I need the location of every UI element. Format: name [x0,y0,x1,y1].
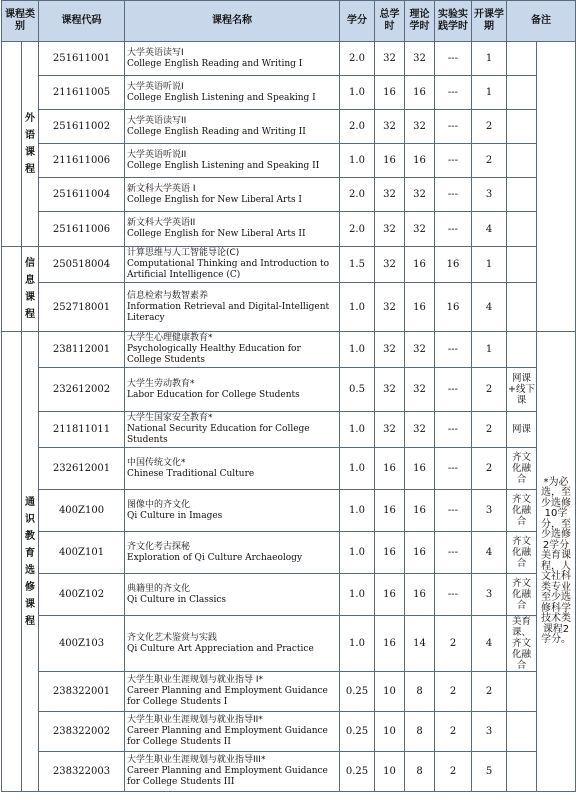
course-name-en: College English Reading and Writing II [127,126,306,137]
credit: 1.0 [340,532,375,574]
category-spacer [2,247,22,332]
category-text: 外语课程 [25,113,35,175]
course-name [125,616,340,672]
practice-hours: --- [435,332,472,368]
course-name-en: College English for New Liberal Arts II [127,229,306,239]
course-name-en: Computational Thinking and Introduction to Artificial Intelligence (C) [127,259,330,280]
table-row [2,110,576,144]
course-name-zh: 大学英语听说II [127,149,187,160]
practice-hours: --- [435,532,472,574]
course-name-zh: 新文科大学英语II [127,218,196,228]
practice-hours: --- [435,490,472,532]
course-name [125,752,340,792]
course-name [125,247,340,283]
credit: 1.0 [340,616,375,672]
course-code: 400Z103 [39,616,125,672]
theory-hours: 32 [405,178,435,212]
course-name [125,448,340,490]
remark [507,144,537,178]
course-name [125,532,340,574]
course-name-en: Labor Education for College Students [127,389,300,400]
course-table [1,0,576,792]
table-row [2,616,576,672]
theory-hours: 32 [405,212,435,247]
course-code: 211611005 [39,76,125,110]
course-code: 211811011 [39,412,125,448]
course-name-zh: 典籍里的齐文化 [127,583,191,594]
credit: 1.5 [340,247,375,283]
header-code: 课程代码 [39,1,125,42]
credit: 2.0 [340,110,375,144]
course-code: 232612002 [39,368,125,412]
total-hours: 32 [375,368,405,412]
course-name [125,110,340,144]
course-name-en: Qi Culture Art Appreciation and Practice [127,643,314,654]
table-row [2,283,576,332]
table-row [2,532,576,574]
semester: 2 [472,672,507,712]
remark: 齐文化融合 [507,532,537,574]
course-name-zh: 大学英语读写II [127,115,187,126]
category-text: 通识教育选修课程 [25,496,35,627]
table-row [2,412,576,448]
remark: 齐文化融合 [507,574,537,616]
course-name-zh: 大学生职业生涯规划与就业指导III* [127,755,266,765]
theory-hours: 14 [405,616,435,672]
credit: 1.0 [340,76,375,110]
remark: 网课 [507,412,537,448]
practice-hours: --- [435,144,472,178]
theory-hours: 16 [405,574,435,616]
course-name [125,672,340,712]
practice-hours: --- [435,368,472,412]
semester: 1 [472,247,507,283]
course-name [125,283,340,332]
semester: 2 [472,448,507,490]
theory-hours: 16 [405,532,435,574]
category-label [22,42,39,247]
practice-hours: 2 [435,672,472,712]
theory-hours: 16 [405,490,435,532]
remark: 网课+线下课 [507,368,537,412]
remark [507,110,537,144]
course-code: 251611001 [39,42,125,76]
header-semester: 开课学期 [472,1,507,42]
total-hours: 16 [375,76,405,110]
semester: 2 [472,144,507,178]
semester: 3 [472,712,507,752]
course-name-zh: 大学生心理健康教育* [127,333,213,343]
category-spacer [2,42,22,247]
credit: 1.0 [340,283,375,332]
course-name-zh: 大学生国家安全教育* [127,413,213,423]
table-row [2,368,576,412]
theory-hours: 16 [405,448,435,490]
course-code: 238322002 [39,712,125,752]
remark [507,178,537,212]
theory-hours: 32 [405,42,435,76]
header-total-hours: 总学时 [375,1,405,42]
table-row [2,178,576,212]
course-name-zh: 齐文化考古探秘 [127,541,191,552]
practice-hours: --- [435,76,472,110]
course-name-en: Career Planning and Employment Guidance for College Students III [127,766,328,787]
course-name-en: Exploration of Qi Culture Archaeology [127,552,303,563]
table-row [2,448,576,490]
course-name [125,574,340,616]
credit: 0.25 [340,712,375,752]
credit: 1.0 [340,412,375,448]
course-name-en: College English Listening and Speaking I [127,92,316,103]
course-name-zh: 大学英语读写I [127,47,184,58]
credit: 1.0 [340,574,375,616]
total-hours: 10 [375,712,405,752]
course-name-en: Chinese Traditional Culture [127,468,255,479]
remark [507,212,537,247]
remark [507,332,537,368]
credit: 1.0 [340,144,375,178]
course-name-zh: 大学生职业生涯规划与就业指导II* [127,715,263,725]
practice-hours: 2 [435,712,472,752]
header-remarks: 备注 [507,1,576,42]
course-name-zh: 中国传统文化* [127,457,186,468]
table-row [2,212,576,247]
table-body [2,42,576,792]
total-hours: 16 [375,574,405,616]
course-code: 238322003 [39,752,125,792]
course-name-zh: 大学生劳动教育* [127,378,195,389]
table-row [2,247,576,283]
total-hours: 32 [375,332,405,368]
semester: 1 [472,332,507,368]
course-code: 400Z102 [39,574,125,616]
practice-hours: --- [435,412,472,448]
practice-hours: --- [435,212,472,247]
header-theory-hours: 理论学时 [405,1,435,42]
course-name [125,42,340,76]
course-name-en: Career Planning and Employment Guidance for College Students II [127,726,328,747]
total-hours: 16 [375,448,405,490]
course-code: 211611006 [39,144,125,178]
category-spacer [2,332,22,792]
practice-hours: --- [435,110,472,144]
semester: 3 [472,574,507,616]
table-row [2,574,576,616]
total-hours: 32 [375,212,405,247]
course-name [125,412,340,448]
course-code: 400Z100 [39,490,125,532]
course-name [125,212,340,247]
practice-hours: --- [435,448,472,490]
course-name-en: Information Retrieval and Digital-Intelligent Literacy [127,301,330,323]
table-row [2,42,576,76]
semester: 2 [472,412,507,448]
remark [507,42,537,76]
semester: 3 [472,490,507,532]
total-hours: 32 [375,42,405,76]
theory-hours: 32 [405,368,435,412]
credit: 0.5 [340,368,375,412]
theory-hours: 16 [405,144,435,178]
course-name-zh: 齐文化艺术鉴赏与实践 [127,632,218,643]
category-label [22,332,39,792]
course-code: 252718001 [39,283,125,332]
remark [507,247,537,283]
practice-hours: 2 [435,616,472,672]
remark [507,283,537,332]
header-row [2,1,576,42]
practice-hours: --- [435,42,472,76]
header-category: 课程类别 [2,1,39,42]
course-name-zh: 图像中的齐文化 [127,499,191,510]
table-row [2,144,576,178]
theory-hours: 8 [405,672,435,712]
credit: 1.0 [340,332,375,368]
course-name [125,712,340,752]
course-name-en: Career Planning and Employment Guidance for College Students I [127,686,328,707]
course-code: 250518004 [39,247,125,283]
remark [507,752,537,792]
semester: 4 [472,616,507,672]
semester: 3 [472,178,507,212]
semester: 4 [472,212,507,247]
table-row [2,672,576,712]
credit: 1.0 [340,490,375,532]
total-hours: 32 [375,247,405,283]
course-code: 251611006 [39,212,125,247]
semester: 2 [472,110,507,144]
practice-hours: 16 [435,247,472,283]
header-credit: 学分 [340,1,375,42]
theory-hours: 32 [405,332,435,368]
total-hours: 32 [375,412,405,448]
table-row [2,752,576,792]
course-code: 251611002 [39,110,125,144]
credit: 2.0 [340,212,375,247]
course-name [125,144,340,178]
course-name-zh: 计算思维与人工智能导论(C) [127,248,240,258]
course-name-en: College English Listening and Speaking II [127,160,320,171]
remark [507,672,537,712]
credit: 0.25 [340,672,375,712]
course-code: 400Z101 [39,532,125,574]
course-code: 232612001 [39,448,125,490]
remark: 齐文化融合 [507,448,537,490]
category-label [22,247,39,332]
total-hours: 16 [375,532,405,574]
theory-hours: 32 [405,110,435,144]
course-name-zh: 新文科大学英语 I [127,183,196,194]
semester: 5 [472,752,507,792]
course-name-en: College English for New Liberal Arts I [127,194,302,205]
total-hours: 10 [375,672,405,712]
header-name: 课程名称 [125,1,340,42]
semester: 1 [472,76,507,110]
credit: 0.25 [340,752,375,792]
total-hours: 32 [375,110,405,144]
course-name-en: National Security Education for College Students [127,424,310,445]
theory-hours: 8 [405,752,435,792]
total-hours: 10 [375,752,405,792]
course-name [125,332,340,368]
course-name-zh: 大学生职业生涯规划与就业指导 I* [127,675,264,685]
table-row [2,712,576,752]
course-name-en: Qi Culture in Classics [127,594,227,605]
practice-hours: --- [435,574,472,616]
semester: 1 [472,42,507,76]
course-name-zh: 大学英语听说I [127,81,184,92]
credit: 2.0 [340,42,375,76]
course-name-zh: 信息检索与数智素养 [127,290,209,301]
theory-hours: 16 [405,76,435,110]
category-text: 信息课程 [25,258,35,320]
course-name [125,368,340,412]
semester: 2 [472,368,507,412]
total-hours: 16 [375,144,405,178]
theory-hours: 8 [405,712,435,752]
remark [507,76,537,110]
total-hours: 16 [375,490,405,532]
course-name-en: Qi Culture in Images [127,510,223,521]
remark [507,712,537,752]
course-code: 251611004 [39,178,125,212]
remark: 美育课、齐文化融合 [507,616,537,672]
remark-extra-blank [537,42,576,332]
course-name [125,76,340,110]
theory-hours: 16 [405,283,435,332]
course-name-en: College English Reading and Writing I [127,58,303,69]
table-row [2,490,576,532]
theory-hours: 16 [405,247,435,283]
semester: 4 [472,283,507,332]
total-hours: 16 [375,616,405,672]
course-name [125,178,340,212]
credit: 1.0 [340,448,375,490]
course-code: 238112001 [39,332,125,368]
table-row [2,332,576,368]
theory-hours: 32 [405,412,435,448]
remark: 齐文化融合 [507,490,537,532]
total-hours: 32 [375,283,405,332]
course-name [125,490,340,532]
table-row [2,76,576,110]
semester: 4 [472,532,507,574]
header-practice-hours: 实验实践学时 [435,1,472,42]
total-hours: 32 [375,178,405,212]
course-code: 238322001 [39,672,125,712]
practice-hours: --- [435,178,472,212]
practice-hours: 2 [435,752,472,792]
credit: 2.0 [340,178,375,212]
course-name-en: Psychologically Healthy Education for College Students [127,344,301,365]
practice-hours: 16 [435,283,472,332]
elective-note: *为必选，至少选修10学分，至少选修2学分美育课程，人文社科类专业至少选修科学技术类课程2学分。 [537,332,576,792]
